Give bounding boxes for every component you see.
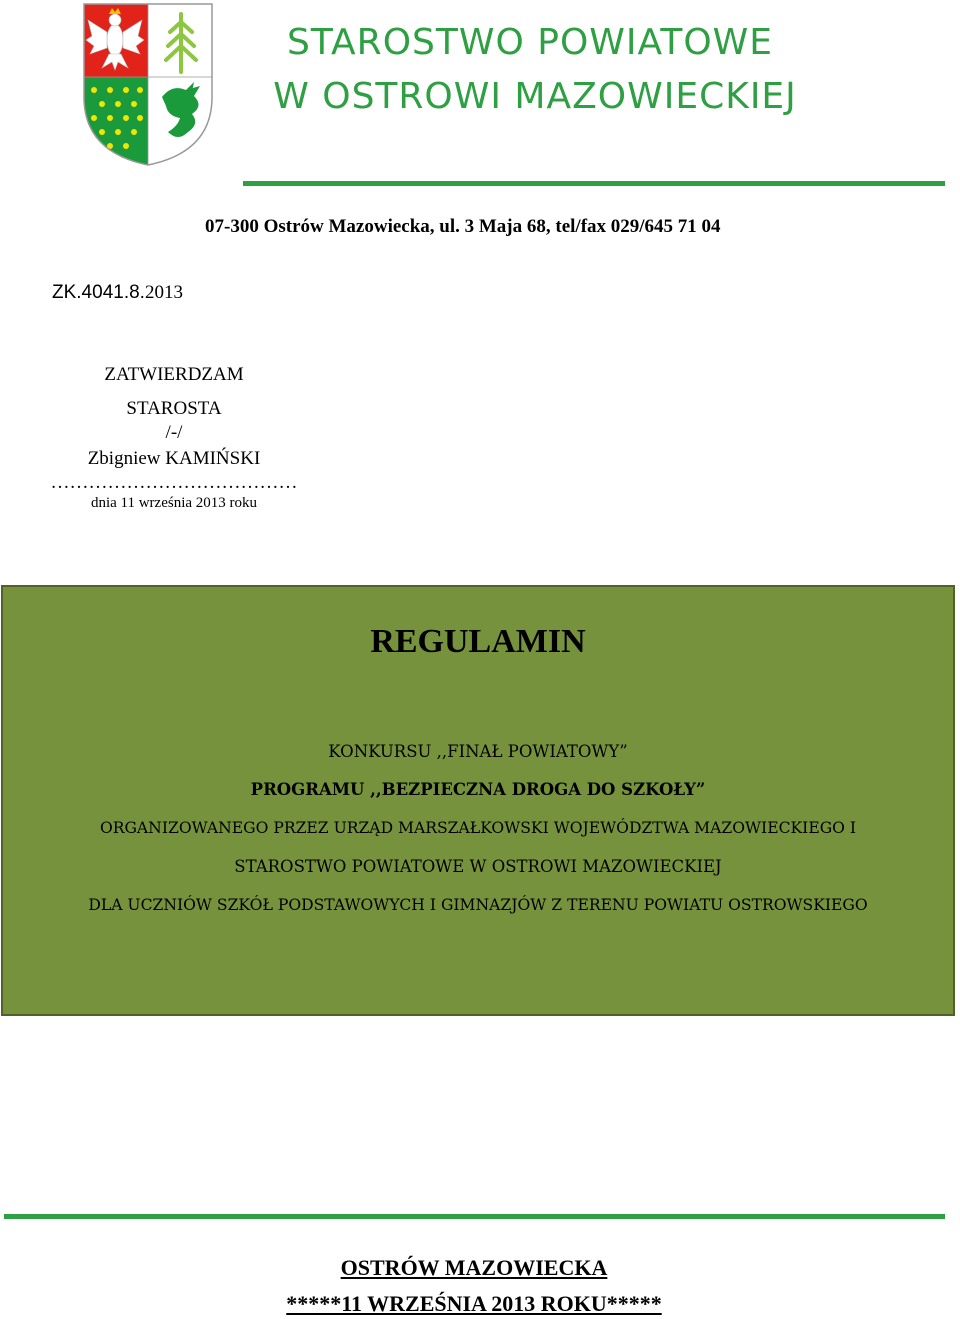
footer-place: OSTRÓW MAZOWIECKA bbox=[340, 1255, 608, 1280]
office-address: 07-300 Ostrów Mazowiecka, ul. 3 Maja 68, tel/fax 029/645 71 04 bbox=[205, 216, 721, 237]
approval-role: STAROSTA bbox=[126, 398, 222, 419]
program-name: PROGRAMU ,,BEZPIECZNA DROGA DO SZKOŁY” bbox=[250, 780, 706, 799]
approval-date: dnia 11 września 2013 roku bbox=[90, 495, 258, 511]
office-title-line1: STAROSTWO POWIATOWE bbox=[287, 22, 773, 63]
organizer-line: ORGANIZOWANEGO PRZEZ URZĄD MARSZAŁKOWSKI WOJEWÓDZTWA MAZOWIECKIEGO I bbox=[99, 819, 857, 837]
reference-number-prefix: ZK.4041.8. bbox=[52, 282, 145, 303]
footer-date: *****11 WRZEŚNIA 2013 ROKU***** bbox=[286, 1291, 662, 1316]
approval-signature-mark: /-/ bbox=[165, 422, 183, 443]
reference-number-year: 2013 bbox=[144, 282, 183, 303]
regulation-title-box bbox=[1, 585, 955, 1016]
approval-name: Zbigniew KAMIŃSKI bbox=[87, 448, 261, 469]
footer-divider bbox=[4, 1214, 945, 1219]
reference-number bbox=[52, 282, 183, 304]
audience-line: DLA UCZNIÓW SZKÓŁ PODSTAWOWYCH I GIMNAZJÓW Z TERENU POWIATU OSTROWSKIEGO bbox=[88, 896, 868, 914]
contest-name: KONKURSU ,,FINAŁ POWIATOWY” bbox=[328, 742, 628, 761]
coat-of-arms-icon bbox=[82, 2, 214, 167]
header-divider bbox=[243, 181, 945, 186]
regulation-heading: REGULAMIN bbox=[370, 623, 586, 660]
approval-dots: ………………………………… bbox=[50, 472, 298, 493]
approval-heading: ZATWIERDZAM bbox=[104, 364, 244, 385]
office-title-line2: W OSTROWI MAZOWIECKIEJ bbox=[273, 76, 797, 117]
co-organizer-line: STAROSTWO POWIATOWE W OSTROWI MAZOWIECKIEJ bbox=[234, 857, 722, 876]
